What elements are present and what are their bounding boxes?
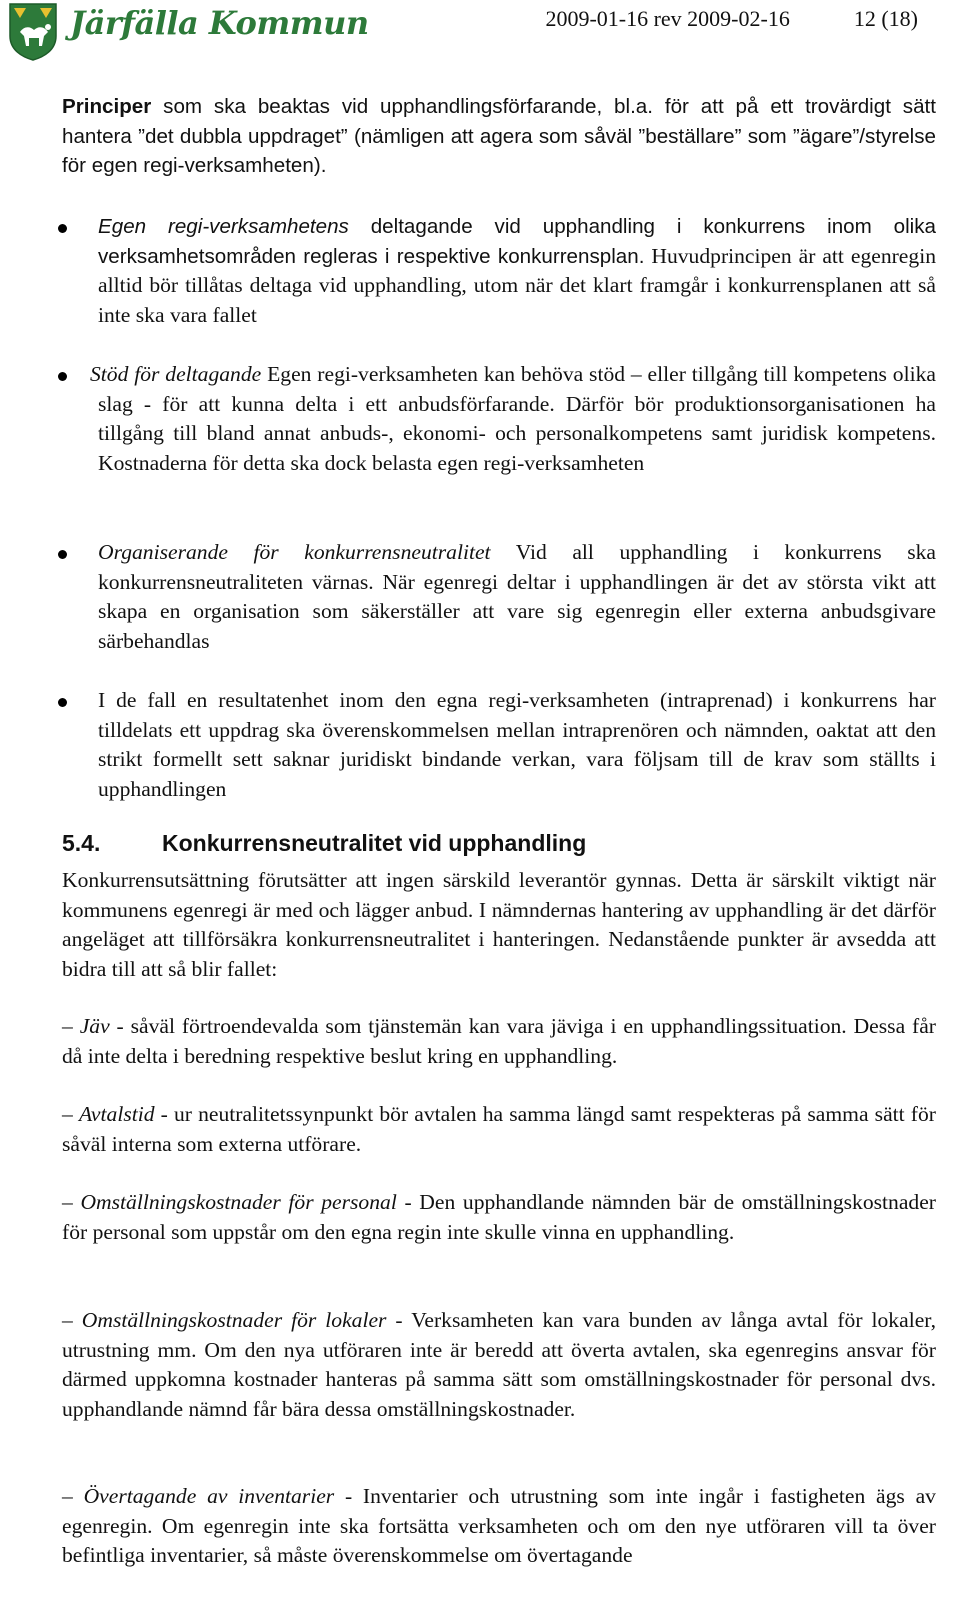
bullet-item: [98, 538, 936, 656]
dash-marker: –: [62, 1014, 73, 1038]
bullet-text: Vid all upphandling i konkurrens ska konkurrensneutraliteten värnas. När egenregi deltar i upphandlingen är det av största vikt att skapa en organisation som säkerställer att vare sig egenregin eller externa anbudsgivare särbehandlas: [98, 540, 936, 653]
dash-text: - ur neutralitetssynpunkt bör avtalen ha samma längd samt respekteras på samma sätt för såväl interna som externa utförare.: [62, 1102, 936, 1156]
principles-paragraph: [62, 92, 936, 181]
section-intro: Konkurrensutsättning förutsätter att ingen särskild leverantör gynnas. Detta är särskilt viktigt när kommunens egenregi är med och lägger anbud. I nämndernas hantering av upphandling är det därför angeläget att tillförsäkra konkurrensneutralitet i hanteringen. Nedanstående punkter är avsedda att bidra till att så blir fallet:: [62, 868, 936, 981]
logo-wordmark: Järfälla Kommun: [70, 4, 369, 42]
dash-item: [62, 1100, 936, 1159]
dash-text: - Inventarier och utrustning som inte ingår i fastigheten ägs av egenregin. Om egenregin inte ska fortsätta verksamheten och om den nye utföraren vill ta över befintliga inventarier, så måste överenskommelse om övertagande: [62, 1484, 936, 1567]
dash-item: [62, 1012, 936, 1071]
dash-marker: –: [62, 1308, 73, 1332]
bullet-marker: [58, 698, 67, 707]
bullet-marker: [58, 550, 67, 559]
dash-marker: –: [62, 1484, 73, 1508]
bullet-item: [98, 212, 936, 330]
dash-term: Omställningskostnader för personal: [80, 1190, 397, 1214]
dash-item: [62, 1188, 936, 1247]
bullet-item: [98, 686, 936, 804]
dash-term: Avtalstid: [78, 1102, 155, 1126]
principles-text: som ska beaktas vid upphandlingsförfarande, bl.a. för att på ett trovärdigt sätt hantera ”det dubbla uppdraget” (nämligen att agera som såväl ”beställare” som ”ägare”/styrelse för egen regi-verksamheten).: [62, 95, 936, 177]
bullet-text: Egen regi-verksamheten kan behöva stöd – eller tillgång till kompetens olika slag - för att kunna delta i ett anbudsförfarande. Därför bör produktionsorganisationen ha tillgång till bland annat anbuds-, ekonomi- och personalkompetens samt juridisk kompetens. Kostnaderna för detta ska dock belasta egen regi-verksamheten: [98, 362, 936, 475]
dash-marker: –: [62, 1190, 73, 1214]
dash-term: Omställningskostnader för lokaler: [81, 1308, 387, 1332]
bullet-item: [90, 360, 936, 478]
bullet-term: Organiserande för konkurrensneutralitet: [98, 540, 491, 564]
dash-term: Jäv: [79, 1014, 110, 1038]
dash-term: Övertagande av inventarier: [83, 1484, 335, 1508]
bullet-term: Egen regi-verksamhetens: [98, 215, 349, 238]
bullet-term: Stöd för deltagande: [90, 362, 262, 386]
bullet-text: I de fall en resultatenhet inom den egna regi-verksamheten (intraprenad) i konkurrens har tilldelats ett uppdrag ska överenskommelsen mellan intraprenören och nämnden, oaktat att den strikt formellt sett saknar juridiskt bindande verkan, vara följsam till de krav som ställts i upphandlingen: [98, 688, 936, 801]
bullet-marker: [58, 224, 67, 233]
dash-item: [62, 1306, 936, 1424]
dash-item: [62, 1482, 936, 1571]
bullet-text: deltagande vid upphandling i konkurrens inom olika verksamhetsområden regleras i respektive konkurrensplan.: [98, 215, 936, 268]
page-header: [0, 0, 960, 66]
dash-marker: –: [62, 1102, 73, 1126]
revision-date: 2009-01-16 rev 2009-02-16: [545, 6, 790, 31]
section-heading: [62, 828, 586, 858]
dash-text: - Den upphandlande nämnden bär de omställningskostnader för personal som uppstår om den egna regin inte skulle vinna en upphandling.: [62, 1190, 936, 1244]
principles-lead: Principer: [62, 95, 152, 118]
bullet-marker: [58, 372, 67, 381]
header-meta: [545, 6, 918, 32]
section-title: Konkurrensneutralitet vid upphandling: [162, 830, 587, 856]
dash-text: - Verksamheten kan vara bunden av långa avtal för lokaler, utrustning mm. Om den nya utföraren inte är beredd att överta avtalen, ska egenregins ansvar för därmed uppkomna kostnader hanteras på samma sätt som omställningskostnader för personal dvs. upphandlande nämnd får bära dessa omställningskostnader.: [62, 1308, 937, 1421]
section-number: 5.4.: [62, 830, 101, 856]
page-number: 12 (18): [853, 6, 918, 31]
dash-text: - såväl förtroendevalda som tjänstemän kan vara jäviga i en upphandlingssituation. Dessa får då inte delta i beredning respektive beslut kring en upphandling.: [62, 1014, 936, 1068]
bullet-text: Huvudprincipen är att egenregin alltid bör tillåtas deltaga vid upphandling, utom när det klart framgår i konkurrensplanen att så inte ska vara fallet: [98, 243, 936, 327]
municipal-shield-icon: [8, 2, 58, 62]
